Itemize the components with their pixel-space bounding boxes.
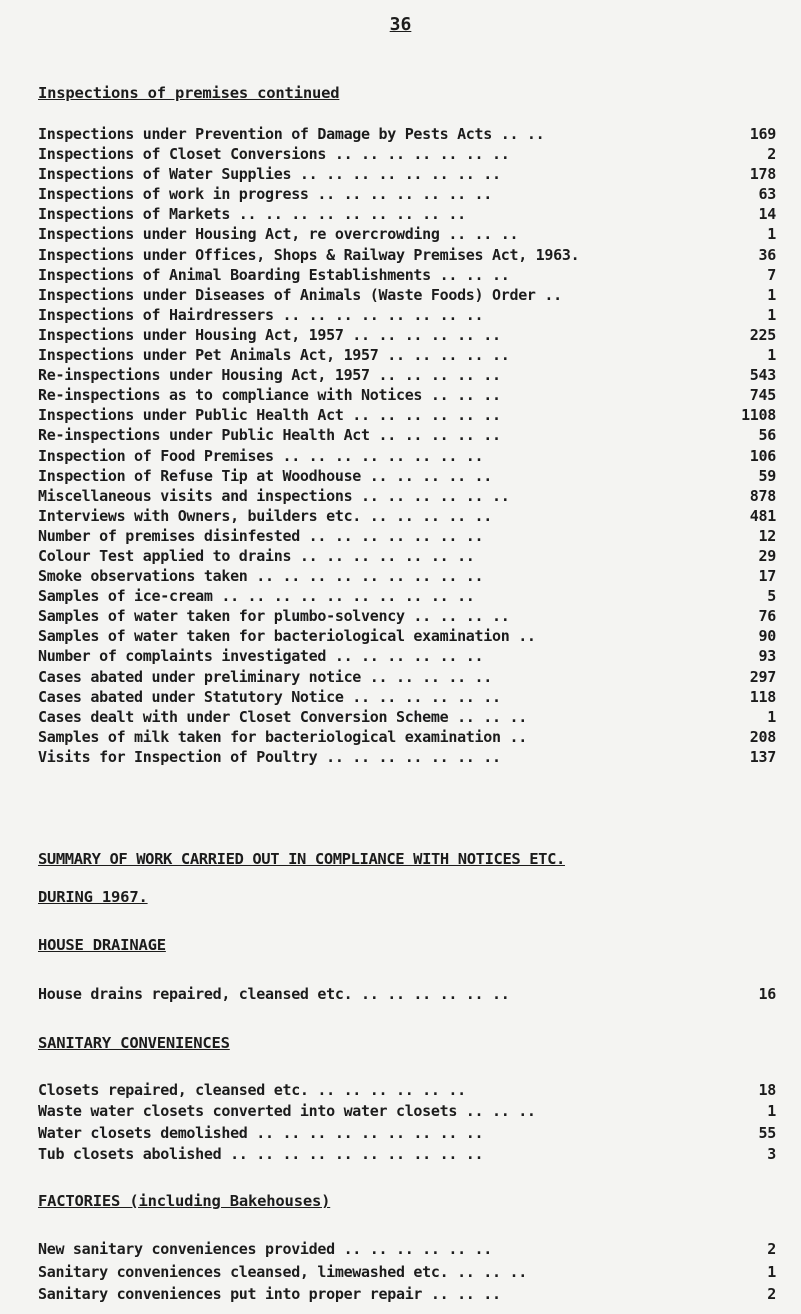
row-value: 297 <box>749 667 776 686</box>
row-label: Re-inspections under Housing Act, 1957 .. .. .. .. .. <box>38 366 501 385</box>
row-value: 118 <box>749 687 776 706</box>
inspection-row <box>38 567 776 587</box>
row-label: Smoke observations taken .. .. .. .. .. .. .. .. .. <box>38 567 484 586</box>
row-label: Number of premises disinfested .. .. .. .. .. .. .. <box>38 526 484 545</box>
row-value: 29 <box>758 546 776 565</box>
summary-subheading: DURING 1967. <box>38 888 148 906</box>
row-label: New sanitary conveniences provided .. .. .. .. .. .. <box>38 1240 493 1258</box>
inspection-row <box>38 668 776 688</box>
inspection-row <box>38 266 776 286</box>
row-label: Inspections under Diseases of Animals (Waste Foods) Order .. <box>38 285 562 304</box>
page-number: 36 <box>389 14 412 35</box>
inspection-row <box>38 447 776 467</box>
inspection-row <box>38 225 776 245</box>
inspection-row <box>38 366 776 386</box>
row-value: 2 <box>767 1240 776 1258</box>
inspection-row <box>38 627 776 647</box>
row-label: Visits for Inspection of Poultry .. .. .. .. .. .. .. <box>38 747 501 766</box>
sanitary-row <box>38 1124 776 1145</box>
row-value: 178 <box>749 165 776 184</box>
row-value: 1 <box>767 225 776 244</box>
row-label: Inspections of Markets .. .. .. .. .. .. .. .. .. <box>38 205 466 224</box>
row-label: Tub closets abolished .. .. .. .. .. .. .. .. .. .. <box>38 1145 484 1164</box>
row-label: Inspection of Refuse Tip at Woodhouse .. .. .. .. .. <box>38 466 493 485</box>
inspection-row <box>38 547 776 567</box>
row-value: 208 <box>749 727 776 746</box>
inspection-row <box>38 286 776 306</box>
row-value: 543 <box>749 366 776 385</box>
row-label: Interviews with Owners, builders etc. .. .. .. .. .. <box>38 506 493 525</box>
row-value: 16 <box>758 985 776 1003</box>
row-label: Cases abated under preliminary notice .. .. .. .. .. <box>38 667 493 686</box>
row-label: Inspections under Housing Act, 1957 .. .. .. .. .. .. <box>38 325 501 344</box>
sanitary-row <box>38 1102 776 1123</box>
row-label: Samples of water taken for bacteriological examination .. <box>38 627 536 646</box>
sanitary-row <box>38 1145 776 1166</box>
row-label: Sanitary conveniences put into proper repair .. .. .. <box>38 1285 501 1303</box>
row-label: Re-inspections as to compliance with Notices .. .. .. <box>38 386 501 405</box>
row-value: 3 <box>767 1145 776 1164</box>
inspection-row <box>38 507 776 527</box>
inspection-row <box>38 406 776 426</box>
inspection-row <box>38 386 776 406</box>
row-label: Water closets demolished .. .. .. .. .. .. .. .. .. <box>38 1123 484 1142</box>
row-label: Inspections of Animal Boarding Establishments .. .. .. <box>38 265 510 284</box>
row-value: 5 <box>767 587 776 606</box>
row-label: Inspection of Food Premises .. .. .. .. .. .. .. .. <box>38 446 484 465</box>
row-label: Miscellaneous visits and inspections .. .. .. .. .. .. <box>38 486 510 505</box>
row-value: 2 <box>767 145 776 164</box>
row-label: Inspections under Pet Animals Act, 1957 .. .. .. .. .. <box>38 346 510 365</box>
inspection-row <box>38 326 776 346</box>
row-value: 1 <box>767 707 776 726</box>
house-drainage-heading: HOUSE DRAINAGE <box>38 936 166 954</box>
row-value: 1 <box>767 346 776 365</box>
row-value: 12 <box>758 526 776 545</box>
inspection-row <box>38 205 776 225</box>
sanitary-conveniences-list <box>38 1081 776 1167</box>
drainage-row <box>38 985 776 1005</box>
inspections-list <box>38 125 776 768</box>
factories-heading: FACTORIES (including Bakehouses) <box>38 1192 331 1210</box>
row-label: Inspections of Water Supplies .. .. .. .. .. .. .. .. <box>38 165 501 184</box>
summary-heading: SUMMARY OF WORK CARRIED OUT IN COMPLIANCE WITH NOTICES ETC. <box>38 850 565 868</box>
inspection-row <box>38 346 776 366</box>
row-label: Samples of ice-cream .. .. .. .. .. .. .. .. .. .. <box>38 587 475 606</box>
row-label: Number of complaints investigated .. .. .. .. .. .. <box>38 647 484 666</box>
page-title: Inspections of premises continued <box>38 84 340 102</box>
row-value: 55 <box>758 1123 776 1142</box>
row-label: Inspections under Housing Act, re overcrowding .. .. .. <box>38 225 519 244</box>
row-value: 481 <box>749 506 776 525</box>
row-value: 56 <box>758 426 776 445</box>
row-value: 76 <box>758 607 776 626</box>
row-value: 878 <box>749 486 776 505</box>
inspection-row <box>38 246 776 266</box>
row-value: 63 <box>758 185 776 204</box>
row-value: 745 <box>749 386 776 405</box>
row-value: 59 <box>758 466 776 485</box>
inspection-row <box>38 728 776 748</box>
row-label: Re-inspections under Public Health Act .. .. .. .. .. <box>38 426 501 445</box>
inspection-row <box>38 165 776 185</box>
row-label: Inspections of work in progress .. .. .. .. .. .. .. <box>38 185 493 204</box>
inspection-row <box>38 145 776 165</box>
row-label: Closets repaired, cleansed etc. .. .. .. .. .. .. <box>38 1081 466 1099</box>
inspection-row <box>38 748 776 768</box>
inspection-row <box>38 306 776 326</box>
row-value: 1 <box>767 1262 776 1281</box>
row-label: House drains repaired, cleansed etc. .. .. .. .. .. .. <box>38 985 510 1003</box>
row-value: 90 <box>758 627 776 646</box>
inspection-row <box>38 688 776 708</box>
inspection-row <box>38 647 776 667</box>
row-value: 106 <box>749 446 776 465</box>
inspection-row <box>38 487 776 507</box>
row-value: 17 <box>758 567 776 586</box>
row-label: Samples of water taken for plumbo-solvency .. .. .. .. <box>38 607 510 626</box>
row-value: 1 <box>767 1102 776 1121</box>
row-label: Inspections under Prevention of Damage by Pests Acts .. .. <box>38 125 545 143</box>
row-label: Samples of milk taken for bacteriological examination .. <box>38 727 527 746</box>
row-value: 225 <box>749 325 776 344</box>
factories-row <box>38 1285 776 1308</box>
row-label: Colour Test applied to drains .. .. .. .. .. .. .. <box>38 546 475 565</box>
row-label: Cases abated under Statutory Notice .. .. .. .. .. .. <box>38 687 501 706</box>
row-value: 7 <box>767 265 776 284</box>
inspection-row <box>38 185 776 205</box>
row-label: Waste water closets converted into water closets .. .. .. <box>38 1102 536 1121</box>
row-label: Inspections of Hairdressers .. .. .. .. .. .. .. .. <box>38 305 484 324</box>
inspection-row <box>38 125 776 145</box>
row-value: 1 <box>767 305 776 324</box>
row-value: 93 <box>758 647 776 666</box>
row-label: Inspections under Offices, Shops & Railway Premises Act, 1963. <box>38 245 580 264</box>
row-value: 137 <box>749 747 776 766</box>
row-label: Sanitary conveniences cleansed, limewashed etc. .. .. .. <box>38 1262 527 1281</box>
row-label: Inspections of Closet Conversions .. .. .. .. .. .. .. <box>38 145 510 164</box>
sanitary-conveniences-heading: SANITARY CONVENIENCES <box>38 1034 230 1052</box>
factories-list <box>38 1240 776 1308</box>
inspection-row <box>38 587 776 607</box>
inspection-row <box>38 607 776 627</box>
sanitary-row <box>38 1081 776 1102</box>
row-value: 14 <box>758 205 776 224</box>
row-label: Cases dealt with under Closet Conversion Scheme .. .. .. <box>38 707 527 726</box>
inspection-row <box>38 708 776 728</box>
row-value: 18 <box>758 1081 776 1099</box>
inspection-row <box>38 426 776 446</box>
row-label: Inspections under Public Health Act .. .. .. .. .. .. <box>38 406 501 425</box>
factories-row <box>38 1263 776 1286</box>
row-value: 36 <box>758 245 776 264</box>
row-value: 169 <box>749 125 776 143</box>
inspection-row <box>38 527 776 547</box>
row-value: 2 <box>767 1285 776 1303</box>
house-drainage-list <box>38 985 776 1005</box>
inspection-row <box>38 467 776 487</box>
row-value: 1108 <box>741 406 776 425</box>
factories-row <box>38 1240 776 1263</box>
row-value: 1 <box>767 285 776 304</box>
